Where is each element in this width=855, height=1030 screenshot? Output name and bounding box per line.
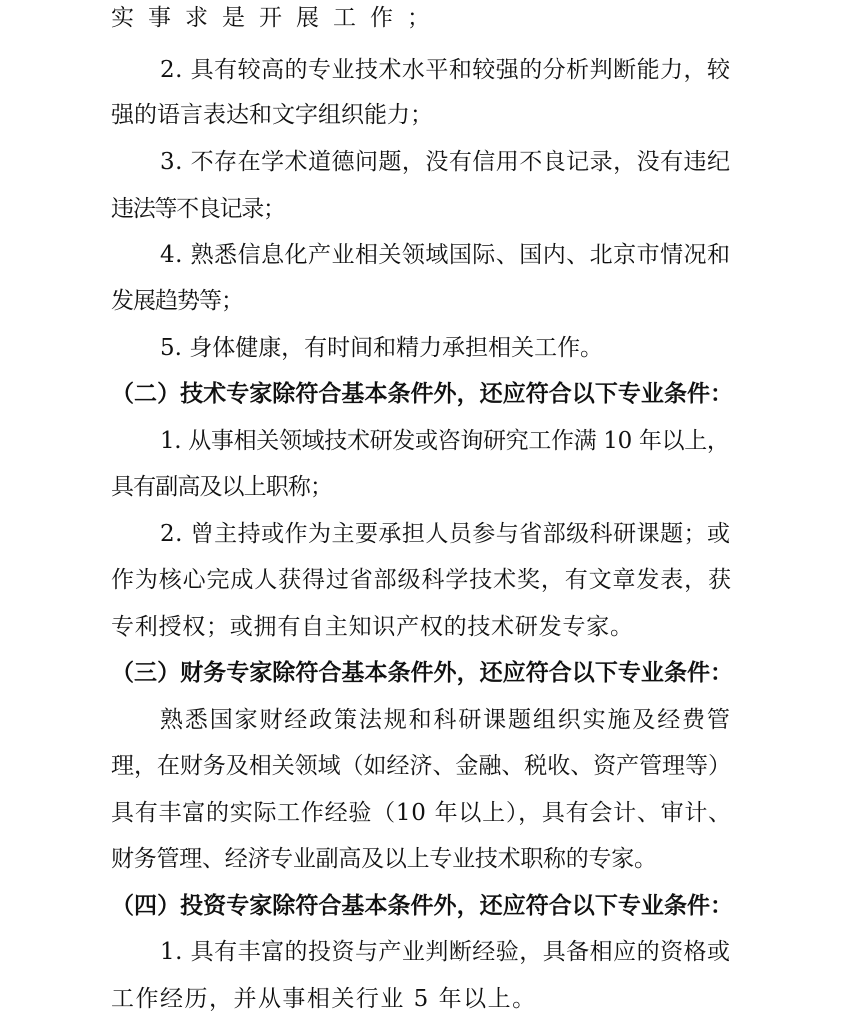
text-line <box>0 984 855 1014</box>
requirement-item-3-cont: 违法等不良记录； <box>111 196 285 222</box>
requirement-item-2-cont: 强的语言表达和文字组织能力； <box>111 102 433 128</box>
continuation-line: 实事求是开展工作； <box>111 5 444 31</box>
financial-paragraph-cont-c: 财务管理、经济专业副高及以上专业技术职称的专家。 <box>111 846 657 872</box>
text-line <box>0 565 855 595</box>
technical-item-2-cont-a: 作为核心完成人获得过省部级科学技术奖，有文章发表，获 <box>111 567 732 593</box>
text-line <box>0 286 855 316</box>
text-line <box>0 891 855 921</box>
text-line <box>0 751 855 781</box>
financial-paragraph-cont-a: 理，在财务及相关领域（如经济、金融、税收、资产管理等） <box>111 753 731 779</box>
text-line <box>0 379 855 409</box>
technical-item-2: 2. 曾主持或作为主要承担人员参与省部级科研课题；或 <box>160 521 731 547</box>
text-line <box>0 705 855 735</box>
technical-item-1-cont: 具有副高及以上职称； <box>111 474 333 500</box>
text-line <box>0 3 855 33</box>
requirement-item-4-cont: 发展趋势等； <box>111 288 243 314</box>
section-heading-technical: （二）技术专家除符合基本条件外，还应符合以下专业条件： <box>111 380 734 407</box>
text-line <box>0 612 855 642</box>
text-line <box>0 100 855 130</box>
investment-item-1: 1. 具有丰富的投资与产业判断经验，具备相应的资格或 <box>160 939 731 965</box>
requirement-item-4: 4. 熟悉信息化产业相关领域国际、国内、北京市情况和 <box>160 242 731 268</box>
text-line <box>0 194 855 224</box>
text-line <box>0 798 855 828</box>
text-line <box>0 658 855 688</box>
text-line <box>0 240 855 270</box>
technical-item-2-cont-b: 专利授权；或拥有自主知识产权的技术研发专家。 <box>111 614 634 640</box>
text-line <box>0 333 855 363</box>
section-heading-investment: （四）投资专家除符合基本条件外，还应符合以下专业条件： <box>111 892 734 919</box>
requirement-item-5: 5. 身体健康，有时间和精力承担相关工作。 <box>160 335 604 361</box>
text-line <box>0 55 855 85</box>
requirement-item-3: 3. 不存在学术道德问题，没有信用不良记录，没有违纪 <box>160 149 731 175</box>
financial-paragraph-cont-b: 具有丰富的实际工作经验（10 年以上），具有会计、审计、 <box>111 800 732 826</box>
requirement-item-2: 2. 具有较高的专业技术水平和较强的分析判断能力，较 <box>160 57 731 83</box>
financial-paragraph: 熟悉国家财经政策法规和科研课题组织实施及经费管 <box>160 707 732 733</box>
text-line <box>0 844 855 874</box>
investment-item-1-cont: 工作经历，并从事相关行业 5 年以上。 <box>111 986 537 1012</box>
technical-item-1: 1. 从事相关领域技术研发或咨询研究工作满 10 年以上， <box>160 428 730 454</box>
text-line <box>0 937 855 967</box>
text-line <box>0 147 855 177</box>
section-heading-financial: （三）财务专家除符合基本条件外，还应符合以下专业条件： <box>111 659 734 686</box>
text-line <box>0 426 855 456</box>
text-line <box>0 519 855 549</box>
text-line <box>0 472 855 502</box>
